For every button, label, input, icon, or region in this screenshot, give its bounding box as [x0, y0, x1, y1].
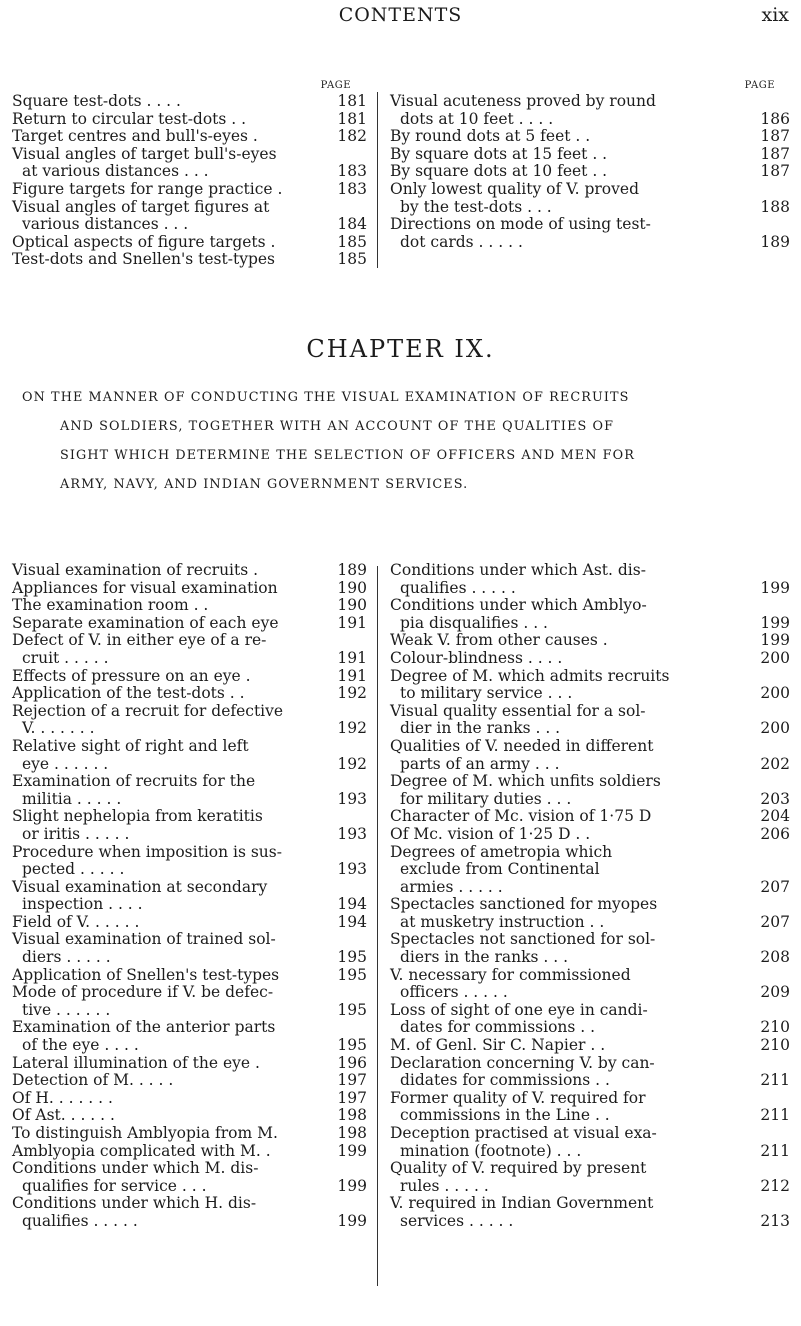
- index-entry-page: 194: [337, 895, 367, 914]
- index-entry-page: 184: [337, 215, 367, 234]
- index-entry-text: Character of Mc. vision of 1·75 D 204: [390, 807, 790, 826]
- index-entry-text: eye . . . . . . 192: [22, 754, 367, 773]
- index-entry: [390, 1037, 790, 1055]
- index-entry-text: Separate examination of each eye 191: [12, 613, 367, 632]
- index-entry-text: qualifies for service . . . 199: [22, 1176, 367, 1195]
- index-entry: [390, 181, 790, 216]
- index-entry-text: diers . . . . . 195: [22, 948, 367, 967]
- index-entry-text: Effects of pressure on an eye . 191: [12, 666, 367, 685]
- index-entry: [12, 128, 367, 146]
- index-entry-page: 204: [760, 807, 790, 826]
- top-left-column: [12, 78, 367, 268]
- index-entry-page: 187: [760, 127, 790, 146]
- index-entry: [390, 967, 790, 1002]
- index-entry-text: By square dots at 15 feet . . 187: [390, 144, 790, 163]
- index-entry-page: 181: [337, 109, 367, 128]
- index-entry-page: 182: [337, 127, 367, 146]
- index-entry-page: 189: [760, 232, 790, 251]
- index-entry-page: 198: [337, 1124, 367, 1142]
- index-entry: [12, 773, 367, 808]
- index-entry-text: Procedure when imposition is sus-: [12, 842, 282, 861]
- index-entry: [12, 1090, 367, 1108]
- index-entry-text: Qualities of V. needed in different: [390, 736, 654, 755]
- index-entry-text: Conditions under which Amblyo-: [390, 596, 647, 615]
- index-entry-page: 190: [337, 596, 367, 615]
- index-entry-text: Of H. . . . . . . 197: [12, 1088, 367, 1107]
- index-entry: [12, 967, 367, 985]
- index-entry-text: Visual examination of recruits . 189: [12, 561, 367, 579]
- index-entry-page: 190: [337, 578, 367, 597]
- index-entry-text: Target centres and bull's-eyes . 182: [12, 127, 367, 146]
- index-entry-page: 209: [760, 983, 790, 1002]
- index-entry-text: Visual examination of trained sol-: [12, 930, 276, 949]
- index-entry: [12, 199, 367, 234]
- index-entry-text: inspection . . . . 194: [22, 895, 367, 914]
- index-entry-page: 195: [337, 1036, 367, 1055]
- index-entry-text: cruit . . . . . 191: [22, 648, 367, 667]
- index-entry-text: dots at 10 feet . . . . 186: [400, 109, 790, 128]
- index-entry-page: 198: [337, 1106, 367, 1125]
- index-entry-text: Field of V. . . . . . 194: [12, 912, 367, 931]
- index-entry-text: of the eye . . . . 195: [22, 1036, 367, 1055]
- index-entry-page: 193: [337, 789, 367, 808]
- index-entry-text: Lateral illumination of the eye . 196: [12, 1053, 367, 1072]
- chapter-title: CHAPTER IX.: [306, 335, 495, 363]
- index-entry: [390, 1125, 790, 1160]
- index-entry: [12, 1107, 367, 1125]
- index-entry-text: Conditions under which M. dis-: [12, 1159, 259, 1178]
- index-entry-text: tive . . . . . . 195: [22, 1000, 367, 1019]
- index-entry: [390, 738, 790, 773]
- index-entry-page: 211: [760, 1141, 790, 1160]
- index-entry-text: Defect of V. in either eye of a re-: [12, 631, 267, 650]
- index-entry-page: 192: [337, 719, 367, 738]
- index-entry-text: V. required in Indian Government: [390, 1194, 654, 1213]
- index-entry-text: Examination of recruits for the: [12, 772, 256, 791]
- index-entry-page: 213: [760, 1211, 790, 1230]
- entry-list: [390, 562, 790, 1231]
- index-entry: [390, 896, 790, 931]
- index-entry: [12, 668, 367, 686]
- index-entry-text: Visual angles of target bull's-eyes: [12, 144, 277, 163]
- index-entry-page: 193: [337, 824, 367, 843]
- index-entry-text: various distances . . . 184: [22, 215, 367, 234]
- index-entry: [390, 808, 790, 826]
- index-entry: [12, 1019, 367, 1054]
- index-entry-page: 199: [760, 578, 790, 597]
- index-entry-text: Degree of M. which admits recruits: [390, 666, 670, 685]
- index-entry: [390, 931, 790, 966]
- index-entry: [12, 931, 367, 966]
- index-entry-text: Degrees of ametropia which: [390, 842, 613, 861]
- index-entry-text: Visual acuteness proved by round: [390, 92, 656, 110]
- index-entry: [12, 703, 367, 738]
- index-entry: [12, 580, 367, 598]
- index-entry: [12, 808, 367, 843]
- index-entry-page: 181: [337, 92, 367, 110]
- index-entry: [390, 128, 790, 146]
- index-entry-page: 191: [337, 666, 367, 685]
- index-entry: [12, 1143, 367, 1161]
- index-entry-page: 199: [337, 1176, 367, 1195]
- chapter-description-line: AND SOLDIERS, TOGETHER WITH AN ACCOUNT OF THE QUALITIES OF: [60, 419, 615, 434]
- index-entry: [12, 146, 367, 181]
- index-entry-page: 187: [760, 162, 790, 181]
- index-entry: [390, 1195, 790, 1230]
- index-entry-text: Figure targets for range practice . 183: [12, 179, 367, 198]
- index-entry-text: Directions on mode of using test-: [390, 215, 651, 234]
- index-entry-page: 206: [760, 824, 790, 843]
- index-entry-text: qualifies . . . . . 199: [22, 1211, 367, 1230]
- index-entry-text: Optical aspects of figure targets . 185: [12, 232, 367, 251]
- entry-list: [12, 93, 367, 269]
- index-entry-text: Appliances for visual examination 190: [12, 578, 367, 597]
- index-entry-page: 211: [760, 1106, 790, 1125]
- index-entry-text: Conditions under which H. dis-: [12, 1194, 257, 1213]
- index-entry: [12, 685, 367, 703]
- index-entry-page: 192: [337, 684, 367, 703]
- entry-list: [12, 562, 367, 1231]
- index-entry-text: Spectacles not sanctioned for sol-: [390, 930, 656, 949]
- column-rule: [377, 566, 378, 1286]
- index-entry-text: by the test-dots . . . 188: [400, 197, 790, 216]
- index-entry-text: By square dots at 10 feet . . 187: [390, 162, 790, 181]
- index-entry-text: officers . . . . . 209: [400, 983, 790, 1002]
- index-entry-page: 195: [337, 948, 367, 967]
- index-entry-text: pected . . . . . 193: [22, 860, 367, 879]
- index-entry-page: 192: [337, 754, 367, 773]
- index-entry: [390, 668, 790, 703]
- index-entry-text: Mode of procedure if V. be defec-: [12, 983, 274, 1002]
- index-entry-page: 188: [760, 197, 790, 216]
- index-entry-text: commissions in the Line . . 211: [400, 1106, 790, 1125]
- index-entry-text: Detection of M. . . . . 197: [12, 1071, 367, 1090]
- index-entry-text: Loss of sight of one eye in candi-: [390, 1000, 648, 1019]
- index-entry: [12, 914, 367, 932]
- index-entry-text: Visual angles of target figures at: [12, 197, 270, 216]
- index-entry-page: 207: [760, 912, 790, 931]
- index-entry-text: Square test-dots . . . . 181: [12, 92, 367, 110]
- index-entry-page: 203: [760, 789, 790, 808]
- index-entry-text: Degree of M. which unfits soldiers: [390, 772, 661, 791]
- index-entry-text: Former quality of V. required for: [390, 1088, 646, 1107]
- index-entry: [390, 1160, 790, 1195]
- index-entry: [390, 650, 790, 668]
- index-entry-text: Application of the test-dots . . 192: [12, 684, 367, 703]
- index-entry: [12, 1125, 367, 1143]
- index-entry-text: Quality of V. required by present: [390, 1159, 647, 1178]
- index-entry: [390, 844, 790, 897]
- index-entry: [12, 93, 367, 111]
- index-entry-text: The examination room . . 190: [12, 596, 367, 615]
- index-entry: [12, 1160, 367, 1195]
- index-entry-text: V. . . . . . . 192: [22, 719, 367, 738]
- index-entry: [390, 562, 790, 597]
- index-entry-text: By round dots at 5 feet . . 187: [390, 127, 790, 146]
- index-entry: [12, 632, 367, 667]
- index-entry: [12, 738, 367, 773]
- index-entry-page: 200: [760, 684, 790, 703]
- index-entry-text: Conditions under which Ast. dis-: [390, 561, 646, 579]
- running-head: [0, 4, 801, 28]
- index-entry-text: rules . . . . . 212: [400, 1176, 790, 1195]
- index-entry-text: dates for commissions . . 210: [400, 1018, 790, 1037]
- index-entry-page: 199: [760, 613, 790, 632]
- index-entry-text: To distinguish Amblyopia from M. 198: [12, 1124, 367, 1142]
- index-entry: [390, 826, 790, 844]
- index-entry-page: 200: [760, 719, 790, 738]
- index-entry-text: services . . . . . 213: [400, 1211, 790, 1230]
- index-entry-page: 195: [337, 1000, 367, 1019]
- index-entry-text: V. necessary for commissioned: [390, 965, 631, 984]
- index-entry-page: 183: [337, 162, 367, 181]
- column-rule: [377, 92, 378, 268]
- index-entry: [390, 146, 790, 164]
- index-entry-text: Of Ast. . . . . . 198: [12, 1106, 367, 1125]
- index-entry-text: at various distances . . . 183: [22, 162, 367, 181]
- index-entry: [390, 1002, 790, 1037]
- index-entry-text: mination (footnote) . . . 211: [400, 1141, 790, 1160]
- index-entry-page: 189: [337, 561, 367, 579]
- index-entry: [390, 703, 790, 738]
- index-entry-page: 197: [337, 1071, 367, 1090]
- index-entry-text: Deception practised at visual exa-: [390, 1124, 657, 1142]
- index-entry-page: 193: [337, 860, 367, 879]
- index-entry-text: Visual quality essential for a sol-: [390, 701, 646, 720]
- index-entry-page: 191: [337, 648, 367, 667]
- index-entry-text: for military duties . . . 203: [400, 789, 790, 808]
- index-entry: [12, 181, 367, 199]
- page-column-label: PAGE: [320, 80, 351, 91]
- index-entry-page: 208: [760, 948, 790, 967]
- index-entry-text: Weak V. from other causes . 199: [390, 631, 790, 650]
- index-entry-text: M. of Genl. Sir C. Napier . . 210: [390, 1036, 790, 1055]
- index-entry-text: Slight nephelopia from keratitis: [12, 807, 263, 826]
- index-entry: [12, 234, 367, 252]
- index-entry-page: 200: [760, 648, 790, 667]
- index-entry-text: diers in the ranks . . . 208: [400, 948, 790, 967]
- index-entry-page: 212: [760, 1176, 790, 1195]
- index-entry: [390, 216, 790, 251]
- index-entry: [390, 1090, 790, 1125]
- index-entry: [12, 251, 367, 269]
- index-entry-page: 199: [760, 631, 790, 650]
- index-entry-text: Return to circular test-dots . . 181: [12, 109, 367, 128]
- index-entry-text: Application of Snellen's test-types 195: [12, 965, 367, 984]
- running-head-page-number: xix: [761, 4, 789, 26]
- index-entry: [12, 1055, 367, 1073]
- index-entry-page: 194: [337, 912, 367, 931]
- index-entry: [12, 1072, 367, 1090]
- index-entry: [12, 984, 367, 1019]
- index-entry-text: Visual examination at secondary: [12, 877, 268, 896]
- index-entry-page: 210: [760, 1018, 790, 1037]
- running-head-title: CONTENTS: [338, 4, 463, 26]
- index-entry: [390, 597, 790, 632]
- index-entry-text: exclude from Continental: [400, 860, 600, 879]
- index-entry-text: at musketry instruction . . 207: [400, 912, 790, 931]
- index-entry-page: 207: [760, 877, 790, 896]
- index-entry-page: 186: [760, 109, 790, 128]
- bottom-left-column: [12, 562, 367, 1282]
- index-entry-page: 185: [337, 232, 367, 251]
- index-entry-page: 197: [337, 1088, 367, 1107]
- index-entry-text: militia . . . . . 193: [22, 789, 367, 808]
- index-entry-page: 199: [337, 1211, 367, 1230]
- index-entry: [390, 632, 790, 650]
- index-entry-text: armies . . . . . 207: [400, 877, 790, 896]
- index-entry-text: qualifies . . . . . 199: [400, 578, 790, 597]
- index-entry-page: 202: [760, 754, 790, 773]
- index-entry-page: 211: [760, 1071, 790, 1090]
- index-entry-page: 195: [337, 965, 367, 984]
- index-entry: [12, 597, 367, 615]
- index-entry-text: Only lowest quality of V. proved: [390, 179, 639, 198]
- index-entry-text: parts of an army . . . 202: [400, 754, 790, 773]
- index-entry: [390, 93, 790, 128]
- index-entry-page: 191: [337, 613, 367, 632]
- index-entry-text: Relative sight of right and left: [12, 736, 249, 755]
- top-right-column: [390, 78, 790, 268]
- index-entry: [12, 1195, 367, 1230]
- index-entry-page: 196: [337, 1053, 367, 1072]
- index-entry-page: 199: [337, 1141, 367, 1160]
- index-entry: [12, 879, 367, 914]
- index-entry-text: Amblyopia complicated with M. . 199: [12, 1141, 367, 1160]
- index-entry: [390, 773, 790, 808]
- index-entry-text: didates for commissions . . 211: [400, 1071, 790, 1090]
- index-entry: [12, 111, 367, 129]
- index-entry-text: Of Mc. vision of 1·25 D . . 206: [390, 824, 790, 843]
- index-entry-page: 187: [760, 144, 790, 163]
- page-column-label: PAGE: [744, 80, 775, 91]
- index-entry-text: Colour-blindness . . . . 200: [390, 648, 790, 667]
- index-entry: [12, 844, 367, 879]
- index-entry-text: Declaration concerning V. by can-: [390, 1053, 655, 1072]
- index-entry-text: dot cards . . . . . 189: [400, 232, 790, 251]
- index-entry: [390, 163, 790, 181]
- index-entry-text: Rejection of a recruit for defective: [12, 701, 284, 720]
- chapter-description-line: ARMY, NAVY, AND INDIAN GOVERNMENT SERVICES.: [60, 477, 469, 492]
- index-entry-text: to military service . . . 200: [400, 684, 790, 703]
- index-entry-text: dier in the ranks . . . 200: [400, 719, 790, 738]
- index-entry-text: pia disqualifies . . . 199: [400, 613, 790, 632]
- index-entry: [390, 1055, 790, 1090]
- index-entry-page: 185: [337, 250, 367, 269]
- index-entry: [12, 562, 367, 580]
- index-entry-page: 183: [337, 179, 367, 198]
- entry-list: [390, 93, 790, 251]
- chapter-description-line: ON THE MANNER OF CONDUCTING THE VISUAL EXAMINATION OF RECRUITS: [22, 390, 630, 405]
- chapter-description-line: SIGHT WHICH DETERMINE THE SELECTION OF OFFICERS AND MEN FOR: [60, 448, 635, 463]
- index-entry-page: 210: [760, 1036, 790, 1055]
- index-entry-text: or iritis . . . . . 193: [22, 824, 367, 843]
- bottom-right-column: [390, 562, 790, 1282]
- index-entry-text: Examination of the anterior parts: [12, 1018, 276, 1037]
- index-entry-text: Test-dots and Snellen's test-types 185: [12, 250, 367, 269]
- index-entry-text: Spectacles sanctioned for myopes: [390, 895, 658, 914]
- index-entry: [12, 615, 367, 633]
